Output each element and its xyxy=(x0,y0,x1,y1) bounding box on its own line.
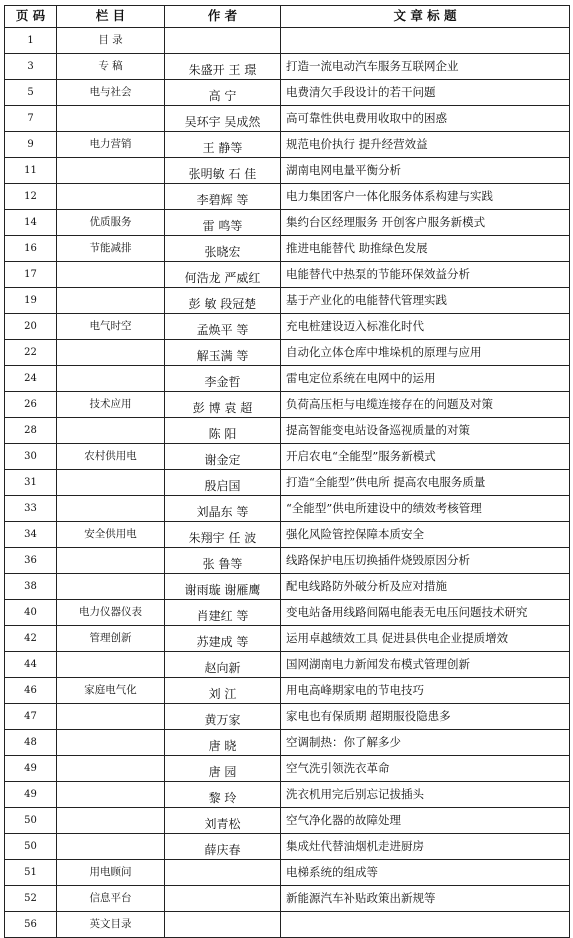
table-row xyxy=(5,340,570,366)
section-cell xyxy=(57,808,165,834)
author-cell: 朱盛开 王 璟 xyxy=(165,54,281,80)
table-row xyxy=(5,808,570,834)
page-number-cell: 19 xyxy=(5,288,57,314)
page-number-cell: 50 xyxy=(5,808,57,834)
table-row xyxy=(5,522,570,548)
page-number-cell: 3 xyxy=(5,54,57,80)
author-cell: 赵向新 xyxy=(165,652,281,678)
page-number-cell: 30 xyxy=(5,444,57,470)
page-number-cell: 49 xyxy=(5,782,57,808)
page-number-cell: 51 xyxy=(5,860,57,886)
author-cell: 刘青松 xyxy=(165,808,281,834)
author-cell: 彭 博 袁 超 xyxy=(165,392,281,418)
page-number-cell: 22 xyxy=(5,340,57,366)
table-row xyxy=(5,782,570,808)
author-cell: 吴环宇 吴成然 xyxy=(165,106,281,132)
page-number-cell: 11 xyxy=(5,158,57,184)
page-number-cell: 52 xyxy=(5,886,57,912)
article-title-cell: 电力集团客户一体化服务体系构建与实践 xyxy=(281,184,570,210)
section-cell: 专 稿 xyxy=(57,54,165,80)
article-title-cell: 强化风险管控保障本质安全 xyxy=(281,522,570,548)
author-cell xyxy=(165,912,281,938)
page-number-cell: 9 xyxy=(5,132,57,158)
author-cell: 谢雨璇 谢雁鹰 xyxy=(165,574,281,600)
table-row xyxy=(5,834,570,860)
table-row xyxy=(5,392,570,418)
page-number-cell: 46 xyxy=(5,678,57,704)
section-cell: 电与社会 xyxy=(57,80,165,106)
page-number-cell: 31 xyxy=(5,470,57,496)
page-number-cell: 33 xyxy=(5,496,57,522)
article-title-cell: 变电站备用线路间隔电能表无电压问题技术研究 xyxy=(281,600,570,626)
author-cell: 张 鲁等 xyxy=(165,548,281,574)
article-title-cell: 运用卓越绩效工具 促进县供电企业提质增效 xyxy=(281,626,570,652)
table-row xyxy=(5,184,570,210)
author-cell: 李金哲 xyxy=(165,366,281,392)
table-row xyxy=(5,756,570,782)
author-cell: 谢金定 xyxy=(165,444,281,470)
article-title-cell: 用电高峰期家电的节电技巧 xyxy=(281,678,570,704)
page-number-cell: 36 xyxy=(5,548,57,574)
article-title-cell: 自动化立体仓库中堆垛机的原理与应用 xyxy=(281,340,570,366)
section-cell: 英文目录 xyxy=(57,912,165,938)
section-cell xyxy=(57,288,165,314)
page-number-cell: 50 xyxy=(5,834,57,860)
header-author: 作 者 xyxy=(165,6,281,28)
section-cell xyxy=(57,834,165,860)
page-number-cell: 24 xyxy=(5,366,57,392)
table-row xyxy=(5,704,570,730)
author-cell xyxy=(165,860,281,886)
article-title-cell: 配电线路防外破分析及应对措施 xyxy=(281,574,570,600)
section-cell xyxy=(57,730,165,756)
article-title-cell: 充电桩建设迈入标准化时代 xyxy=(281,314,570,340)
table-row xyxy=(5,314,570,340)
table-row xyxy=(5,132,570,158)
table-row xyxy=(5,574,570,600)
section-cell xyxy=(57,366,165,392)
article-title-cell: 湖南电网电量平衡分析 xyxy=(281,158,570,184)
section-cell: 管理创新 xyxy=(57,626,165,652)
article-title-cell: 高可靠性供电费用收取中的困惑 xyxy=(281,106,570,132)
page-number-cell: 28 xyxy=(5,418,57,444)
table-row xyxy=(5,496,570,522)
author-cell: 肖建红 等 xyxy=(165,600,281,626)
article-title-cell: 集约台区经理服务 开创客户服务新模式 xyxy=(281,210,570,236)
table-row xyxy=(5,54,570,80)
author-cell: 张明敏 石 佳 xyxy=(165,158,281,184)
article-title-cell xyxy=(281,912,570,938)
page-number-cell: 1 xyxy=(5,28,57,54)
author-cell xyxy=(165,886,281,912)
page-number-cell: 42 xyxy=(5,626,57,652)
author-cell xyxy=(165,28,281,54)
page-number-cell: 5 xyxy=(5,80,57,106)
section-cell xyxy=(57,496,165,522)
section-cell: 电气时空 xyxy=(57,314,165,340)
article-title-cell: 开启农电“全能型”服务新模式 xyxy=(281,444,570,470)
table-of-contents xyxy=(4,5,570,938)
header-row xyxy=(5,6,570,28)
article-title-cell: 打造一流电动汽车服务互联网企业 xyxy=(281,54,570,80)
article-title-cell: “全能型”供电所建设中的绩效考核管理 xyxy=(281,496,570,522)
page-number-cell: 20 xyxy=(5,314,57,340)
section-cell xyxy=(57,340,165,366)
table-row xyxy=(5,860,570,886)
header-section: 栏 目 xyxy=(57,6,165,28)
author-cell: 孟焕平 等 xyxy=(165,314,281,340)
page-number-cell: 16 xyxy=(5,236,57,262)
table-row xyxy=(5,886,570,912)
section-cell xyxy=(57,262,165,288)
section-cell xyxy=(57,756,165,782)
author-cell: 何浩龙 严威红 xyxy=(165,262,281,288)
article-title-cell: 空气净化器的故障处理 xyxy=(281,808,570,834)
page-number-cell: 14 xyxy=(5,210,57,236)
table-row xyxy=(5,912,570,938)
author-cell: 雷 鸣等 xyxy=(165,210,281,236)
section-cell: 家庭电气化 xyxy=(57,678,165,704)
section-cell: 技术应用 xyxy=(57,392,165,418)
author-cell: 高 宁 xyxy=(165,80,281,106)
section-cell xyxy=(57,470,165,496)
article-title-cell xyxy=(281,28,570,54)
table-row xyxy=(5,158,570,184)
table-row xyxy=(5,418,570,444)
table-row xyxy=(5,262,570,288)
table-row xyxy=(5,730,570,756)
page-number-cell: 40 xyxy=(5,600,57,626)
table-row xyxy=(5,626,570,652)
author-cell: 黎 玲 xyxy=(165,782,281,808)
author-cell: 张晓宏 xyxy=(165,236,281,262)
author-cell: 陈 阳 xyxy=(165,418,281,444)
author-cell: 唐 园 xyxy=(165,756,281,782)
section-cell xyxy=(57,704,165,730)
header-page: 页 码 xyxy=(5,6,57,28)
author-cell: 薛庆春 xyxy=(165,834,281,860)
section-cell xyxy=(57,418,165,444)
table-row xyxy=(5,106,570,132)
table-row xyxy=(5,470,570,496)
section-cell: 优质服务 xyxy=(57,210,165,236)
article-title-cell: 国网湖南电力新闻发布模式管理创新 xyxy=(281,652,570,678)
page-number-cell: 47 xyxy=(5,704,57,730)
author-cell: 殷启国 xyxy=(165,470,281,496)
page-number-cell: 56 xyxy=(5,912,57,938)
article-title-cell: 雷电定位系统在电网中的运用 xyxy=(281,366,570,392)
author-cell: 苏建成 等 xyxy=(165,626,281,652)
author-cell: 王 静等 xyxy=(165,132,281,158)
author-cell: 解玉满 等 xyxy=(165,340,281,366)
section-cell: 电力营销 xyxy=(57,132,165,158)
section-cell xyxy=(57,652,165,678)
section-cell xyxy=(57,574,165,600)
article-title-cell: 集成灶代替油烟机走进厨房 xyxy=(281,834,570,860)
author-cell: 朱翔宇 任 波 xyxy=(165,522,281,548)
article-title-cell: 洗衣机用完后别忘记拔插头 xyxy=(281,782,570,808)
author-cell: 刘晶东 等 xyxy=(165,496,281,522)
article-title-cell: 新能源汽车补贴政策出新规等 xyxy=(281,886,570,912)
section-cell: 电力仪器仪表 xyxy=(57,600,165,626)
table-row xyxy=(5,210,570,236)
toc-body xyxy=(5,28,570,938)
article-title-cell: 推进电能替代 助推绿色发展 xyxy=(281,236,570,262)
page-number-cell: 26 xyxy=(5,392,57,418)
header-title: 文 章 标 题 xyxy=(281,6,570,28)
table-row xyxy=(5,548,570,574)
article-title-cell: 电费清欠手段设计的若干问题 xyxy=(281,80,570,106)
article-title-cell: 家电也有保质期 超期服役隐患多 xyxy=(281,704,570,730)
article-title-cell: 打造“全能型”供电所 提高农电服务质量 xyxy=(281,470,570,496)
section-cell: 农村供用电 xyxy=(57,444,165,470)
page-number-cell: 7 xyxy=(5,106,57,132)
section-cell: 目 录 xyxy=(57,28,165,54)
author-cell: 彭 敏 段冠楚 xyxy=(165,288,281,314)
page-number-cell: 12 xyxy=(5,184,57,210)
section-cell: 信息平台 xyxy=(57,886,165,912)
article-title-cell: 负荷高压柜与电缆连接存在的问题及对策 xyxy=(281,392,570,418)
article-title-cell: 空调制热：你了解多少 xyxy=(281,730,570,756)
article-title-cell: 空气洗引领洗衣革命 xyxy=(281,756,570,782)
section-cell xyxy=(57,548,165,574)
section-cell: 用电顾问 xyxy=(57,860,165,886)
author-cell: 李碧辉 等 xyxy=(165,184,281,210)
table-row xyxy=(5,80,570,106)
table-row xyxy=(5,600,570,626)
page-number-cell: 49 xyxy=(5,756,57,782)
section-cell: 节能减排 xyxy=(57,236,165,262)
article-title-cell: 电梯系统的组成等 xyxy=(281,860,570,886)
page-number-cell: 38 xyxy=(5,574,57,600)
table-row xyxy=(5,366,570,392)
article-title-cell: 基于产业化的电能替代管理实践 xyxy=(281,288,570,314)
table-row xyxy=(5,288,570,314)
author-cell: 刘 江 xyxy=(165,678,281,704)
page-number-cell: 48 xyxy=(5,730,57,756)
table-row xyxy=(5,652,570,678)
table-row xyxy=(5,444,570,470)
section-cell xyxy=(57,184,165,210)
author-cell: 黄万家 xyxy=(165,704,281,730)
section-cell xyxy=(57,106,165,132)
article-title-cell: 提高智能变电站设备巡视质量的对策 xyxy=(281,418,570,444)
section-cell: 安全供用电 xyxy=(57,522,165,548)
section-cell xyxy=(57,782,165,808)
page-number-cell: 34 xyxy=(5,522,57,548)
author-cell: 唐 晓 xyxy=(165,730,281,756)
table-row xyxy=(5,28,570,54)
table-row xyxy=(5,678,570,704)
article-title-cell: 规范电价执行 提升经营效益 xyxy=(281,132,570,158)
article-title-cell: 线路保护电压切换插件烧毁原因分析 xyxy=(281,548,570,574)
table-row xyxy=(5,236,570,262)
page-number-cell: 44 xyxy=(5,652,57,678)
article-title-cell: 电能替代中热泵的节能环保效益分析 xyxy=(281,262,570,288)
page-number-cell: 17 xyxy=(5,262,57,288)
section-cell xyxy=(57,158,165,184)
